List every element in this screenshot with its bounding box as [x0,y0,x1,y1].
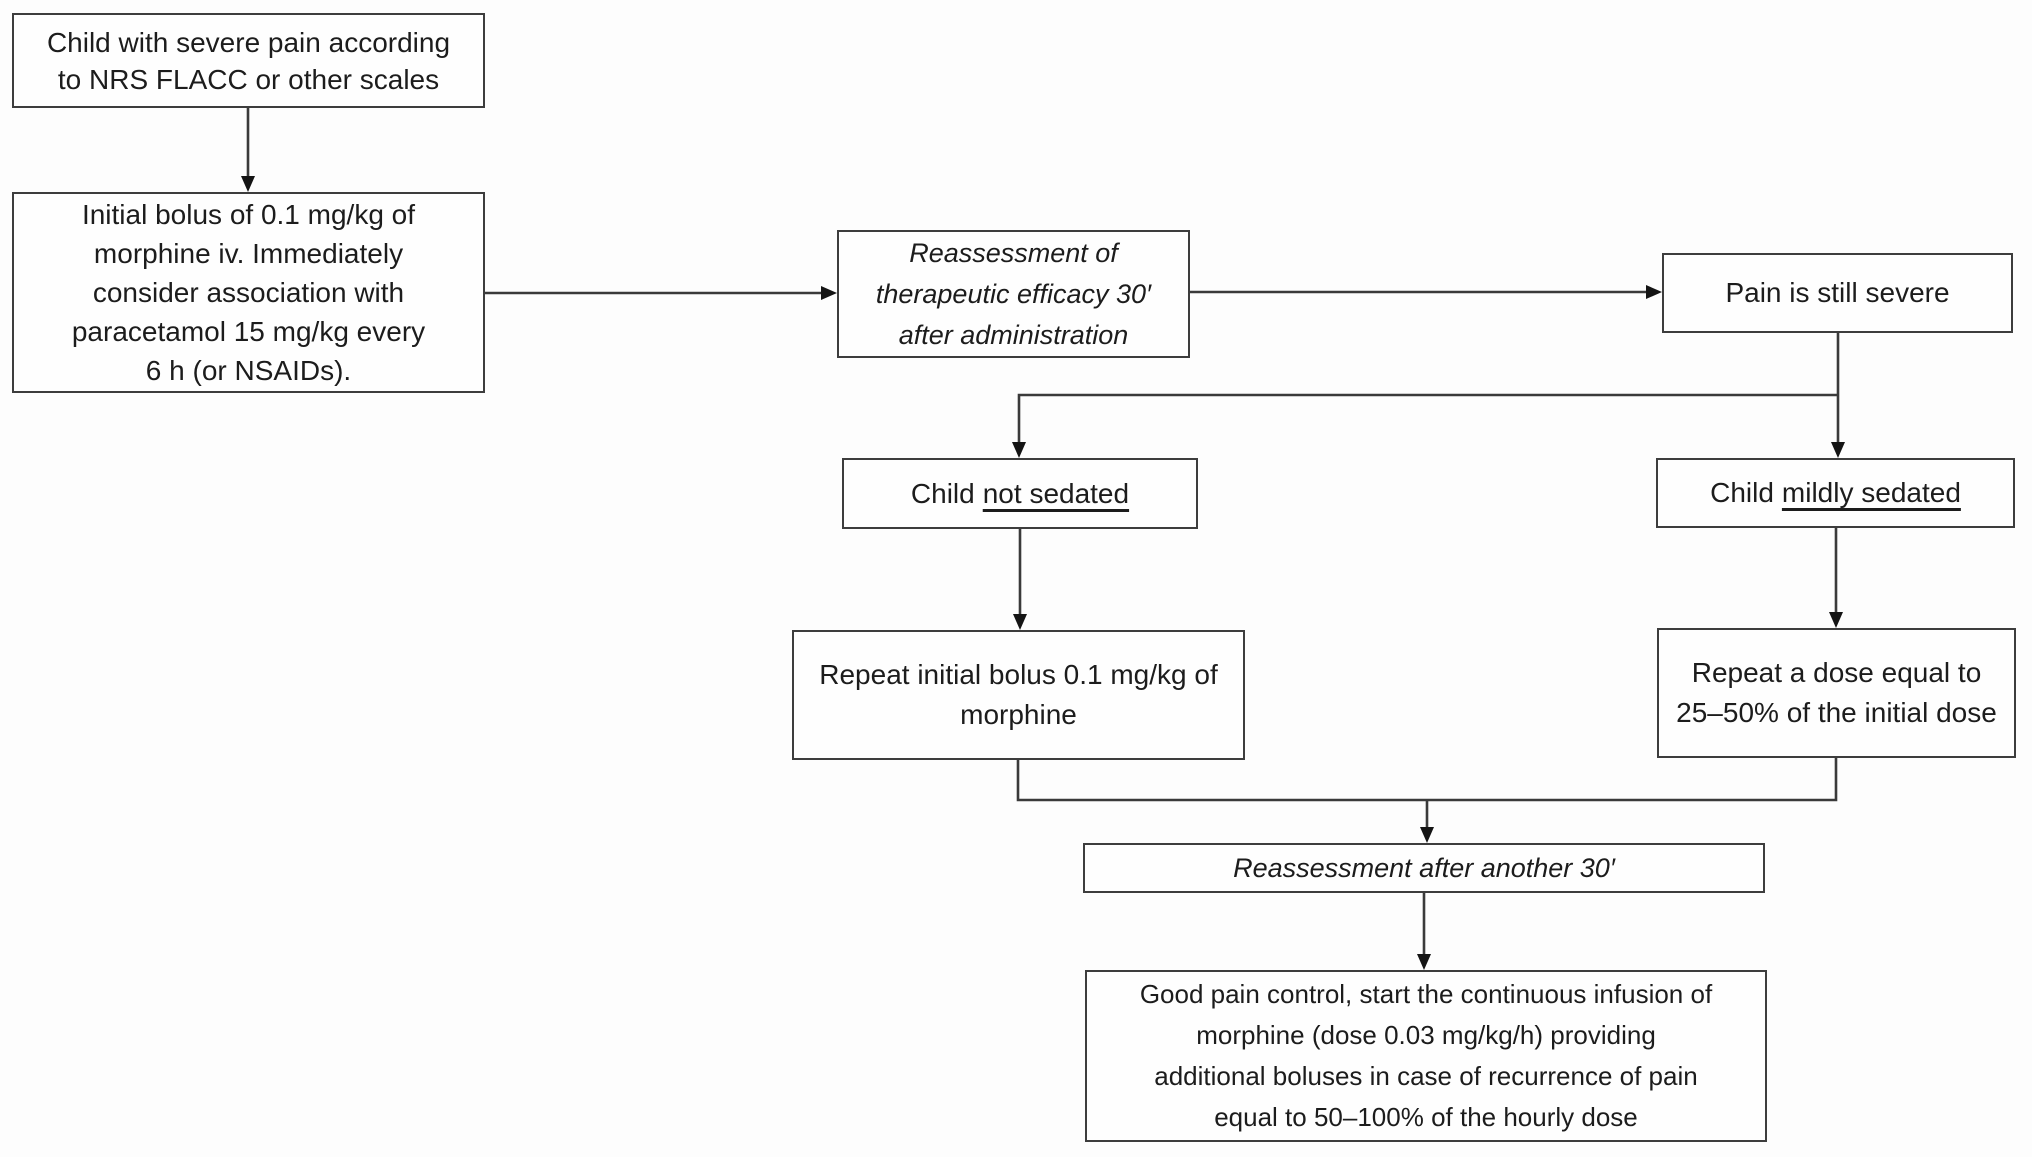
node-text-prefix: Child [910,477,975,509]
arrowhead-down-icon [1012,442,1026,458]
node-text-line: additional boluses in case of recurrence of pain [1154,1061,1698,1091]
node-text-line: Repeat a dose equal to [1691,657,1982,688]
node-child-not-sedated [842,458,1198,529]
node-text-line: morphine (dose 0.03 mg/kg/h) providing [1196,1020,1656,1050]
node-text-line: Repeat initial bolus 0.1 mg/kg of [819,659,1218,690]
node-repeat-initial-bolus [792,630,1245,760]
node-text-line: Child with severe pain according [46,26,451,58]
node-text-underlined: not sedated [982,477,1130,509]
node-text-line: Reassessment of [909,237,1118,268]
node-text-line: morphine iv. Immediately [93,238,404,269]
node-text-line: Reassessment after another 30′ [1233,852,1615,883]
node-text-line: Initial bolus of 0.1 mg/kg of [81,199,416,230]
node-text-line: morphine [960,699,1077,730]
node-text-line: therapeutic efficacy 30′ [875,278,1152,309]
node-text-line: equal to 50–100% of the hourly dose [1214,1102,1638,1132]
arrowhead-down-icon [1013,614,1027,630]
node-text-line: after administration [898,319,1129,350]
node-severe-pain [12,13,485,108]
node-text-line: to NRS FLACC or other scales [57,63,440,95]
arrowhead-right-icon [821,286,837,300]
arrowhead-down-icon [1417,954,1431,970]
node-child-mildly-sedated [1656,458,2015,528]
node-pain-still-severe [1662,253,2013,333]
connector-merge-to-reassessment-another [1018,758,1836,827]
arrowhead-right-icon [1646,285,1662,299]
arrowhead-down-icon [1420,827,1434,843]
node-initial-bolus [12,192,485,393]
node-text-line: 25–50% of the initial dose [1676,697,1997,728]
node-text-line: consider association with [92,277,405,308]
node-text-line: Pain is still severe [1725,277,1950,308]
arrowhead-down-icon [241,176,255,192]
arrowhead-down-icon [1829,612,1843,628]
node-good-pain-control [1085,970,1767,1142]
node-text-prefix: Child [1710,477,1774,508]
node-repeat-dose [1657,628,2016,758]
node-text-line: 6 h (or NSAIDs). [145,355,352,386]
node-reassessment-another-30min [1083,843,1765,893]
node-reassessment-30min [837,230,1190,358]
arrowhead-down-icon [1831,442,1845,458]
node-text-underlined: mildly sedated [1781,477,1961,508]
node-text-line: Good pain control, start the continuous infusion of [1139,979,1713,1009]
node-text-line: paracetamol 15 mg/kg every [71,316,426,347]
